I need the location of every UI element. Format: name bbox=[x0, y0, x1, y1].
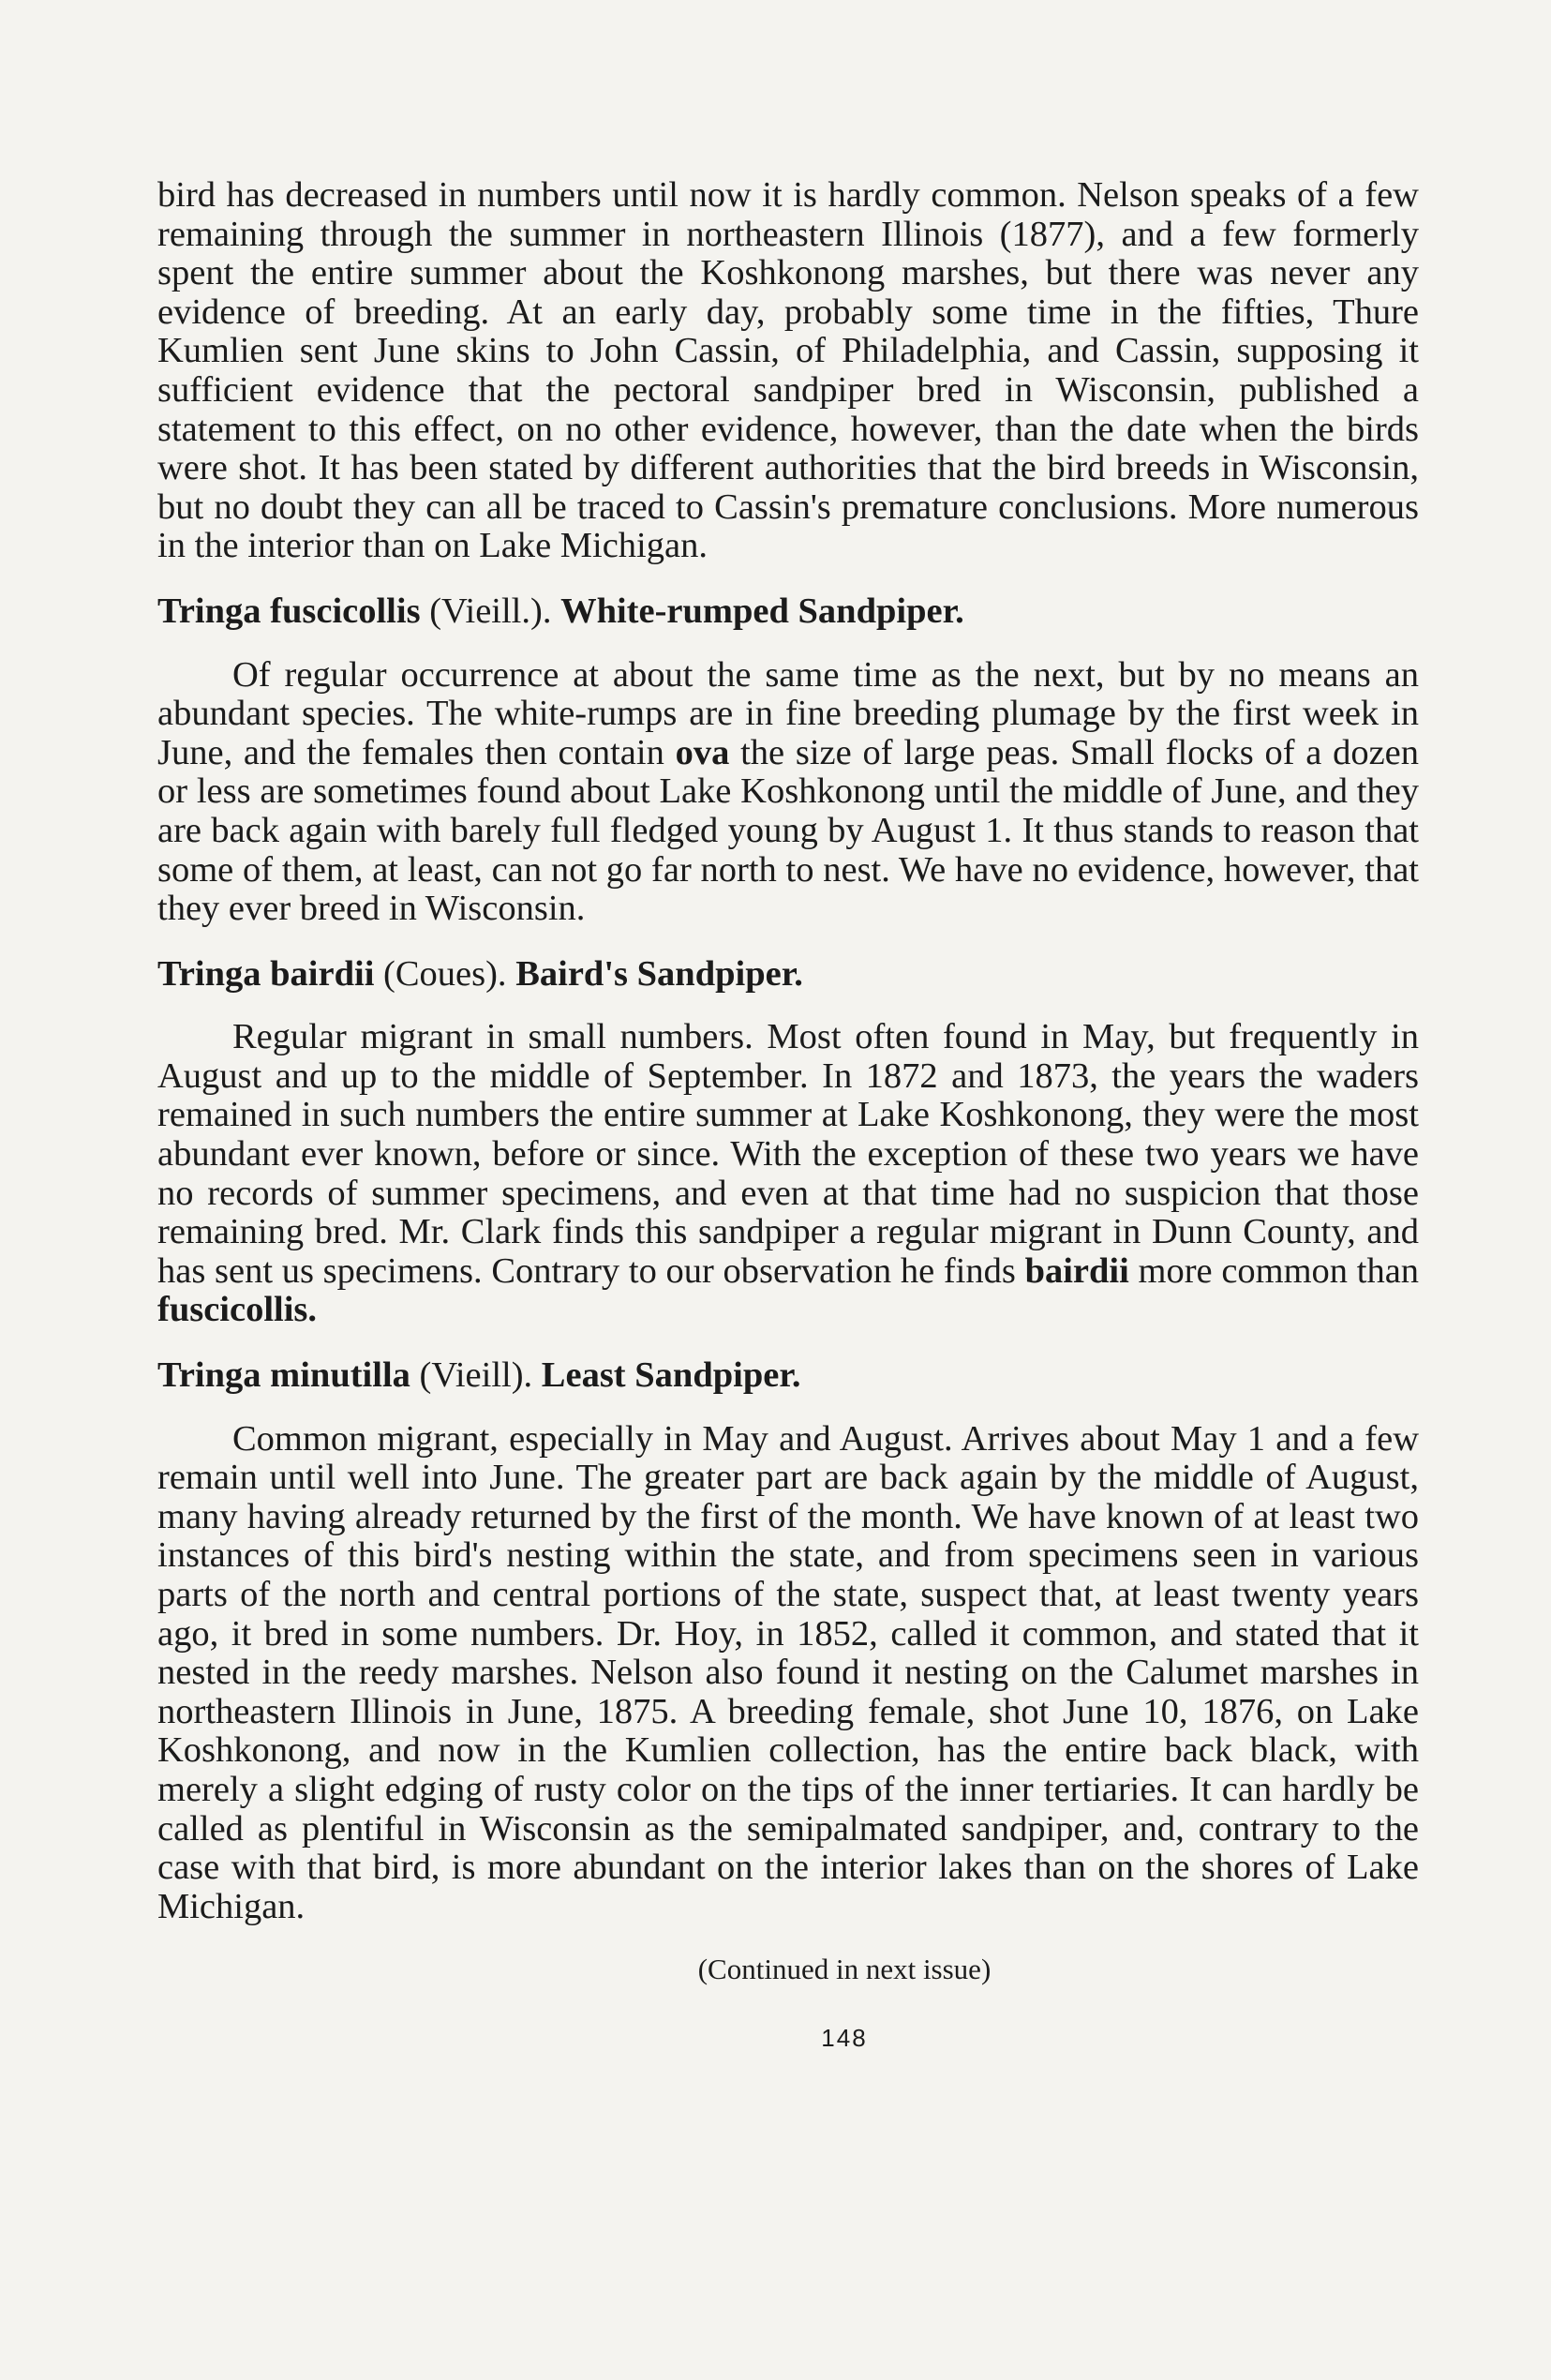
species-authority: (Vieill.). bbox=[429, 591, 552, 631]
emphasis-term: bairdii bbox=[1024, 1250, 1129, 1291]
emphasis-term: fuscicollis. bbox=[157, 1290, 318, 1330]
opening-paragraph: bird has decreased in numbers until now it is hardly common. Nelson speaks of a few remaining through the summer in northeastern Illinois (1877), and a few formerly spent the entire summer about the Koshkonong marshes, but there was never any evidence of breeding. At an early day, probably some time in the fifties, Thure Kumlien sent June skins to John Cassin, of Philadelphia, and Cassin, supposing it sufficient evidence that the pectoral sandpiper bred in Wisconsin, published a statement to this effect, on no other evidence, however, than the date when the birds were shot. It has been stated by different authorities that the bird breeds in Wisconsin, but no doubt they can all be traced to Cassin's premature conclusions. More numerous in the interior than on Lake Michigan. bbox=[157, 175, 1419, 566]
emphasis-term: ova bbox=[675, 732, 730, 772]
common-name: Baird's Sandpiper. bbox=[515, 953, 803, 994]
species-heading-fuscicollis bbox=[157, 592, 1419, 632]
species-paragraph-bairdii bbox=[157, 1018, 1419, 1330]
paragraph-text: more common than bbox=[1138, 1250, 1420, 1291]
species-heading-minutilla bbox=[157, 1356, 1419, 1396]
species-authority: (Vieill). bbox=[419, 1355, 533, 1396]
species-heading-bairdii bbox=[157, 955, 1419, 995]
species-name: Tringa bairdii bbox=[157, 953, 375, 994]
paragraph-text: Of regular occurrence at about the same time as the next, but by no means an abundant species. The white-rumps are in fine breeding plumage by the first week in June, and the females then contain bbox=[157, 654, 1419, 772]
common-name: Least Sandpiper. bbox=[541, 1355, 801, 1396]
document-page bbox=[157, 176, 1419, 2052]
species-paragraph-fuscicollis bbox=[157, 656, 1419, 929]
common-name: White-rumped Sandpiper. bbox=[560, 591, 964, 631]
species-authority: (Coues). bbox=[383, 953, 507, 994]
paragraph-text: the size of large peas. Small flocks of a dozen or less are sometimes found about Lake Koshkonong until the middle of June, and they are back again with barely full fledged young by August 1. It thus stands to reason that some of them, at least, can not go far north to nest. We have no evidence, however, that they ever breed in Wisconsin. bbox=[157, 732, 1420, 929]
species-name: Tringa fuscicollis bbox=[157, 591, 421, 631]
species-paragraph-minutilla: Common migrant, especially in May and August. Arrives about May 1 and a few remain until well into June. The greater part are back again by the middle of August, many having already returned by the first of the month. We have known of at least two instances of this bird's nesting within the state, and from specimens seen in various parts of the north and central portions of the state, suspect that, at least twenty years ago, it bred in some numbers. Dr. Hoy, in 1852, called it common, and stated that it nested in the reedy marshes. Nelson also found it nesting on the Calumet marshes in northeastern Illinois in June, 1875. A breeding female, shot June 10, 1876, on Lake Koshkonong, and now in the Kumlien collection, has the entire back black, with merely a slight edging of rusty color on the tips of the inner tertiaries. It can hardly be called as plentiful in Wisconsin as the semipalmated sandpiper, and, contrary to the case with that bird, is more abundant on the interior lakes than on the shores of Lake Michigan. bbox=[157, 1418, 1419, 1926]
paragraph-text: Regular migrant in small numbers. Most often found in May, but frequently in August and up to the middle of September. In 1872 and 1873, the years the waders remained in such numbers the entire summer at Lake Koshkonong, they were the most abundant ever known, before or since. With the exception of these two years we have no records of summer specimens, and even at that time had no suspicion that those remaining bred. Mr. Clark finds this sandpiper a regular migrant in Dunn County, and has sent us specimens. Contrary to our observation he finds bbox=[157, 1017, 1419, 1291]
species-name: Tringa minutilla bbox=[157, 1355, 410, 1396]
continued-note: (Continued in next issue) bbox=[697, 1953, 992, 1986]
page-number: 148 bbox=[821, 2024, 868, 2053]
